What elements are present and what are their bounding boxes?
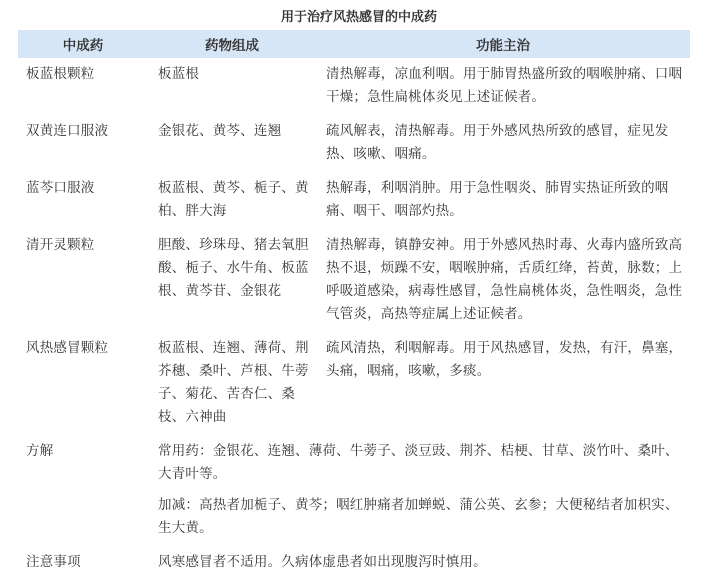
medicine-components: 金银花、黄芩、连翘 (158, 123, 282, 139)
table-row (18, 115, 690, 172)
table-row (18, 172, 690, 229)
medicine-name: 清开灵颗粒 (26, 237, 95, 253)
medicine-components: 板蓝根、黄芩、栀子、黄柏、胖大海 (158, 180, 309, 219)
notes-label: 注意事项 (26, 554, 81, 570)
medicine-functions: 热解毒，利咽消肿。用于急性咽炎、肺胃实热证所致的咽痛、咽干、咽部灼热。 (326, 180, 669, 219)
table-caption: 用于治疗风热感冒的中成药 (280, 10, 437, 25)
header-name: 中成药 (18, 30, 148, 58)
medicine-name: 板蓝根颗粒 (26, 66, 95, 82)
prescription-common-drugs: 常用药：金银花、连翘、薄荷、牛蒡子、淡豆豉、荆芥、桔梗、甘草、淡竹叶、桑叶、大青叶等。 (158, 443, 679, 482)
medicine-table (18, 30, 690, 580)
medicine-functions: 清热解毒，镇静安神。用于外感风热时毒、火毒内盛所致高热不退，烦躁不安，咽喉肿痛，舌质红绛，苔黄，脉数；上呼吸道感染，病毒性感冒，急性扁桃体炎，急性咽炎，急性气管炎，高热等症属上述证候者。 (326, 237, 683, 322)
medicine-functions: 清热解毒，凉血利咽。用于肺胃热盛所致的咽喉肿痛、口咽干燥；急性扁桃体炎见上述证候者。 (326, 66, 683, 105)
prescription-label: 方解 (26, 443, 54, 459)
prescription-row (18, 435, 690, 492)
medicine-components: 胆酸、珍珠母、猪去氧胆酸、栀子、水牛角、板蓝根、黄芩苷、金银花 (158, 237, 309, 299)
prescription-modifications: 加减：高热者加栀子、黄芩；咽红肿痛者加蝉蜕、蒲公英、玄参；大便秘结者加枳实、生大黄。 (158, 497, 679, 536)
medicine-components: 板蓝根 (158, 66, 200, 82)
header-row (18, 30, 690, 58)
medicine-name: 双黄连口服液 (26, 123, 109, 139)
table-row (18, 332, 690, 435)
notes-text: 风寒感冒者不适用。久病体虚患者如出现腹泻时慎用。 (158, 554, 487, 570)
notes-row (18, 546, 690, 580)
medicine-name: 风热感冒颗粒 (26, 340, 109, 356)
medicine-components: 板蓝根、连翘、薄荷、荆芥穗、桑叶、芦根、牛蒡子、菊花、苦杏仁、桑枝、六神曲 (158, 340, 309, 425)
header-functions: 功能主治 (316, 30, 690, 58)
medicine-name: 蓝芩口服液 (26, 180, 95, 196)
table-row (18, 58, 690, 115)
table-row (18, 229, 690, 332)
header-components: 药物组成 (148, 30, 316, 58)
medicine-functions: 疏风清热，利咽解毒。用于风热感冒，发热，有汗，鼻塞，头痛，咽痛，咳嗽，多痰。 (326, 340, 683, 379)
medicine-functions: 疏风解表，清热解毒。用于外感风热所致的感冒，症见发热、咳嗽、咽痛。 (326, 123, 669, 162)
